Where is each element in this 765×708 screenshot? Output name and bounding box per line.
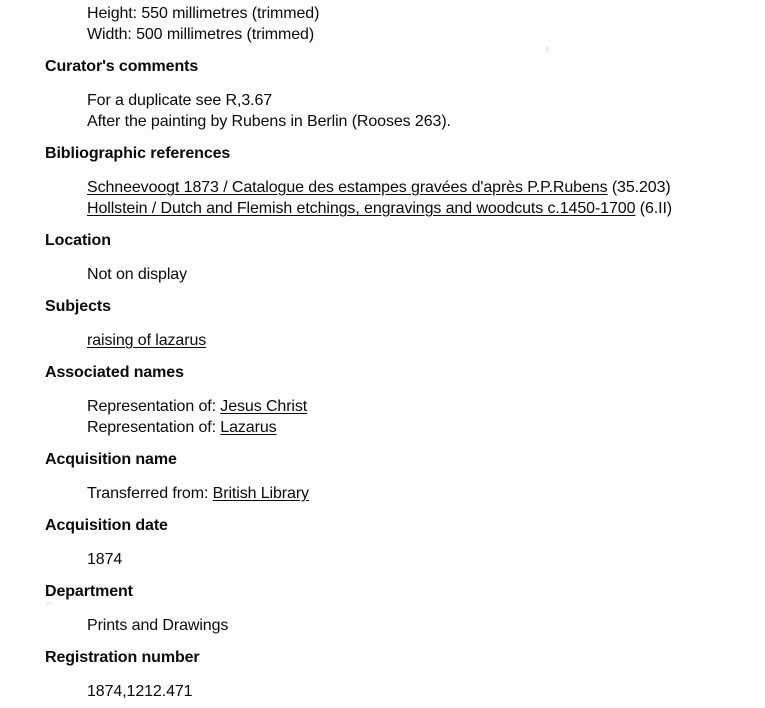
registration-number-value: 1874,1212.471 <box>87 683 193 700</box>
dimension-height-line: Height: 550 millimetres (trimmed) <box>87 5 320 22</box>
scan-artifact <box>546 46 549 52</box>
bibliographic-reference <box>87 198 765 219</box>
section-heading-location: Location <box>45 232 111 249</box>
department-value: Prints and Drawings <box>87 617 229 634</box>
section-heading-curators-comments: Curator's comments <box>45 58 199 75</box>
location-value: Not on display <box>87 266 187 283</box>
section-heading-registration-number: Registration number <box>45 649 200 666</box>
bibliographic-reference <box>87 177 765 198</box>
bibliographic-reference-number: (35.203) <box>607 179 671 196</box>
section-heading-acquisition-name: Acquisition name <box>45 451 177 468</box>
section-acquisition-name <box>0 449 765 504</box>
section-bibliographic-references <box>0 143 765 219</box>
subject-item <box>87 330 765 351</box>
section-associated-names <box>0 362 765 438</box>
dimension-width-line: Width: 500 millimetres (trimmed) <box>87 26 315 43</box>
section-heading-department: Department <box>45 583 133 600</box>
section-subjects <box>0 296 765 351</box>
acquisition-link-british-library[interactable]: British Library <box>212 485 309 502</box>
bibliographic-reference-number: (6.II) <box>635 200 673 217</box>
associated-name-prefix: Representation of: <box>87 419 221 436</box>
section-curators-comments <box>0 56 765 132</box>
section-heading-subjects: Subjects <box>45 298 111 315</box>
section-heading-acquisition-date: Acquisition date <box>45 517 168 534</box>
acquisition-date-value: 1874 <box>87 551 123 568</box>
associated-name-link-jesus-christ[interactable]: Jesus Christ <box>220 398 308 415</box>
associated-name-line <box>87 417 765 438</box>
section-department <box>0 581 765 636</box>
acquisition-name-line <box>87 483 765 504</box>
curator-comment-line: After the painting by Rubens in Berlin (Rooses 263). <box>87 113 451 130</box>
associated-name-link-lazarus[interactable]: Lazarus <box>220 419 277 436</box>
associated-name-line <box>87 396 765 417</box>
acquisition-name-prefix: Transferred from: <box>87 485 213 502</box>
section-registration-number <box>0 647 765 702</box>
section-heading-bibliographic-references: Bibliographic references <box>45 145 231 162</box>
associated-name-prefix: Representation of: <box>87 398 221 415</box>
curator-comment-line: For a duplicate see R,3.67 <box>87 92 273 109</box>
bibliographic-reference-link-schneevoogt[interactable]: Schneevoogt 1873 / Catalogue des estampes gravées d'après P.P.Rubens <box>87 179 608 196</box>
bibliographic-reference-link-hollstein[interactable]: Hollstein / Dutch and Flemish etchings, engravings and woodcuts c.1450-1700 <box>87 200 636 217</box>
section-heading-associated-names: Associated names <box>45 364 184 381</box>
section-location <box>0 230 765 285</box>
section-acquisition-date <box>0 515 765 570</box>
subject-link-raising-of-lazarus[interactable]: raising of lazarus <box>87 332 207 349</box>
